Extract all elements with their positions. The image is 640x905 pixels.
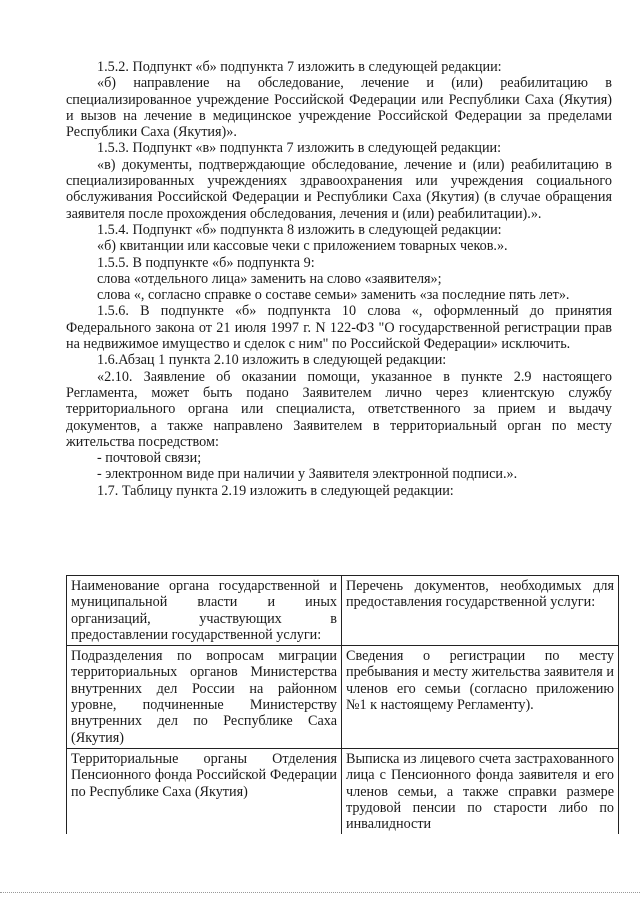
paragraph-replace-words-1: слова «отдельного лица» заменить на слово «заявителя»; <box>97 270 442 287</box>
document-body <box>66 59 612 499</box>
paragraph-subitem-b-7: «б) направление на обследование, лечение и (или) реабилитацию в специализированное учреждение Российской Федерации или Республики Саха (Якутия) и вызов на лечение в медицинское учреждение Российской Федерации за пределами Республики Саха (Якутия)». <box>66 75 612 141</box>
table-header-right: Перечень документов, необходимых для предоставления государственной услуги: <box>342 576 619 646</box>
paragraph-subitem-b-8: «б) квитанции или кассовые чеки с приложением товарных чеков.». <box>97 238 508 255</box>
page-bottom-divider <box>0 892 640 893</box>
paragraph-1-7: 1.7. Таблицу пункта 2.19 изложить в следующей редакции: <box>97 482 454 499</box>
paragraph-1-5-3: 1.5.3. Подпункт «в» подпункта 7 изложить в следующей редакции: <box>97 140 502 157</box>
paragraph-subitem-v-7: «в) документы, подтверждающие обследование, лечение и (или) реабилитацию в специализированных учреждениях здравоохранения или учреждения социального обслуживания Российской Федерации и Республики Саха (Якутия) (в случае обращения заявителя после прохождения обследования, лечения и (или) реабилитации).». <box>66 156 612 222</box>
documents-table <box>66 575 619 834</box>
paragraph-replace-words-2: слова «, согласно справке о составе семьи» заменить «за последние пять лет». <box>97 287 570 304</box>
paragraph-1-5-6: 1.5.6. В подпункте «б» подпункта 10 слова «, оформленный до принятия Федерального закона от 21 июля 1997 г. N 122-ФЗ "О государственной регистрации прав на недвижимое имущество и сделок с ним" по Российской Федерации» исключить. <box>66 303 612 353</box>
table-cell-organization: Территориальные органы Отделения Пенсионного фонда Российской Федерации по Республике Саха (Якутия) <box>67 748 342 834</box>
paragraph-1-6: 1.6.Абзац 1 пункта 2.10 изложить в следующей редакции: <box>97 352 447 369</box>
table-row <box>67 748 619 834</box>
list-item-electronic: - электронном виде при наличии у Заявителя электронной подписи.». <box>97 466 518 483</box>
list-item-postal: - почтовой связи; <box>97 450 202 467</box>
table-cell-documents: Выписка из лицевого счета застрахованного лица с Пенсионного фонда заявителя и его членов семьи, а также справки размере трудовой пенсии по старости либо по инвалидности <box>342 748 619 834</box>
table-row <box>67 646 619 749</box>
paragraph-1-5-4: 1.5.4. Подпункт «б» подпункта 8 изложить в следующей редакции: <box>97 221 502 238</box>
paragraph-1-5-2: 1.5.2. Подпункт «б» подпункта 7 изложить в следующей редакции: <box>97 59 502 75</box>
table-header-row <box>67 576 619 646</box>
table-header-left: Наименование органа государственной и муниципальной власти и иных организаций, участвующих в предоставлении государственной услуги: <box>67 576 342 646</box>
paragraph-1-5-5: 1.5.5. В подпункте «б» подпункта 9: <box>97 254 315 271</box>
table-cell-documents: Сведения о регистрации по месту пребывания и месту жительства заявителя и членов его семьи (согласно приложению №1 к настоящему Регламенту). <box>342 646 619 749</box>
paragraph-2-10: «2.10. Заявление об оказании помощи, указанное в пункте 2.9 настоящего Регламента, может быть подано Заявителем лично через клиентскую службу территориального органа или специалиста, ответственного за прием и выдачу документов, а также направлено Заявителем в территориальный орган по месту жительства посредством: <box>66 368 612 450</box>
table-cell-organization: Подразделения по вопросам миграции территориальных органов Министерства внутренних дел России на районном уровне, подчиненные Министерству внутренних дел по Республике Саха (Якутия) <box>67 646 342 749</box>
